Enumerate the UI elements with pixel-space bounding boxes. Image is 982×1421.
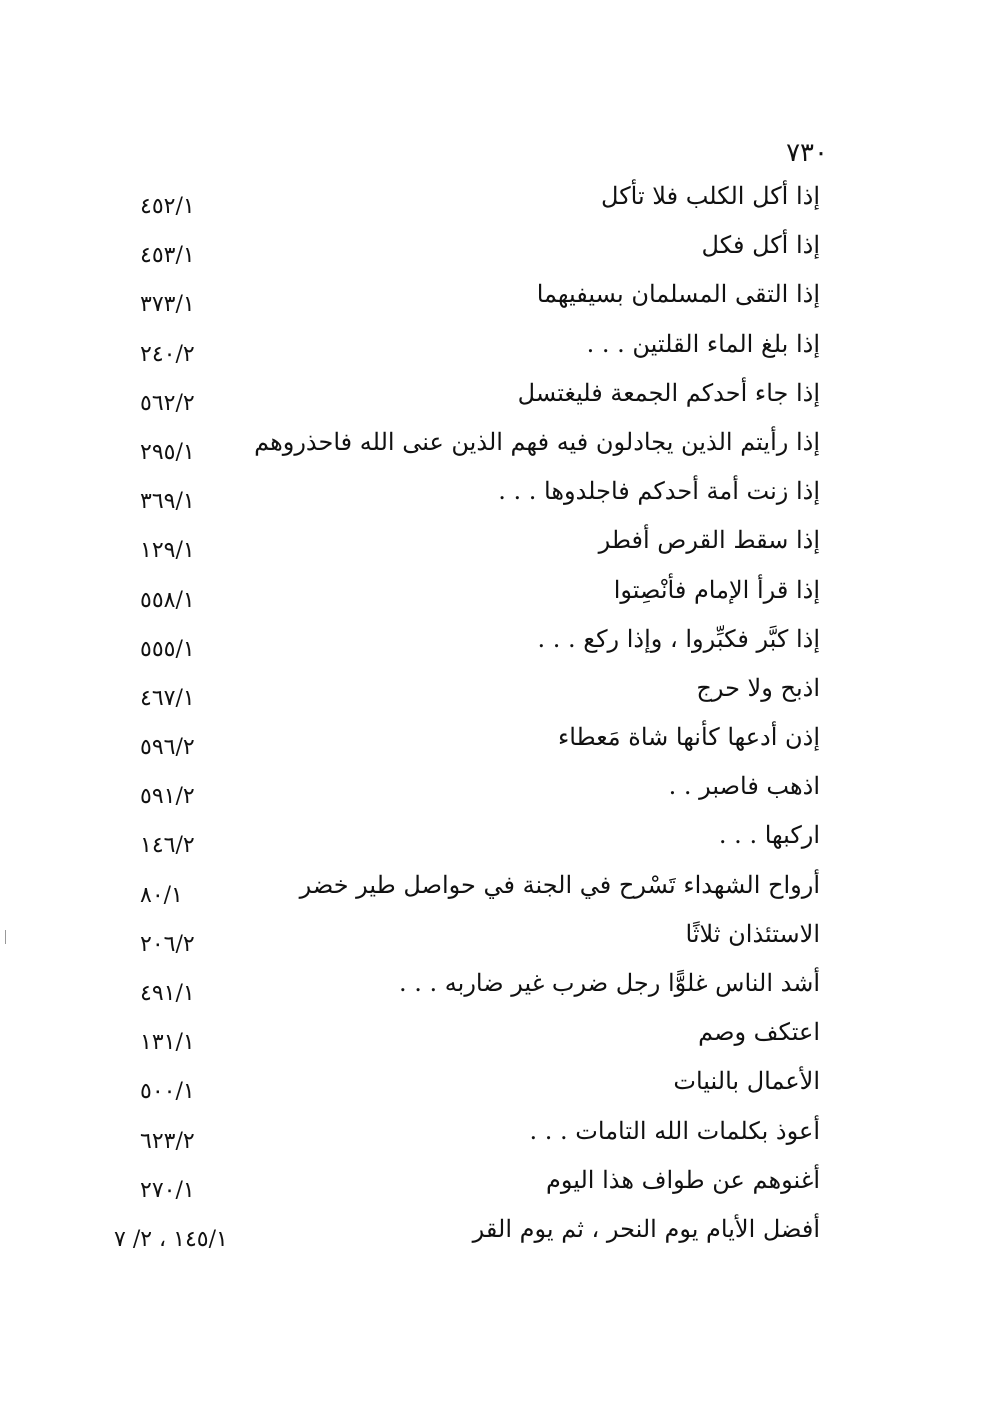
entry-text: إذا التقى المسلمان بسيفيهما (536, 280, 820, 309)
entry-reference: ٤٩١/١ (140, 981, 195, 1006)
entry-reference: ٥٥٨/١ (140, 587, 195, 613)
index-entry (100, 963, 820, 1012)
entry-reference: ٥٠٠/١ (140, 1079, 195, 1105)
entry-reference: ٥٩٦/٢ (140, 735, 195, 761)
index-entry (100, 422, 820, 471)
entry-text: اذبح ولا حرج (696, 673, 820, 702)
entry-text: إذا قرأ الإمام فأنْصِتوا (613, 575, 820, 604)
entry-text: إذا سقط القرص أفطر (598, 526, 820, 555)
index-entry (100, 1160, 820, 1209)
index-entry (100, 717, 820, 766)
entry-text: إذا بلغ الماء القلتين . . . (586, 329, 820, 358)
entry-reference: ١٤٥/١ ، ٢/ ٧ (114, 1226, 228, 1252)
index-entry (100, 1209, 820, 1258)
entry-reference: ٣٦٩/١ (140, 489, 195, 515)
entry-text: اذهب فاصبر . . (668, 772, 820, 801)
index-entry (100, 274, 820, 323)
entry-text: أشد الناس غلوًّا رجل ضرب غير ضاربه . . . (399, 969, 820, 997)
entry-reference: ٢٧٠/١ (140, 1177, 195, 1203)
index-entry (100, 373, 820, 422)
scan-edge-mark (5, 930, 6, 944)
index-entry (100, 1061, 820, 1110)
index-entry (100, 225, 820, 274)
index-entry (100, 766, 820, 815)
entry-text: اعتكف وصم (698, 1018, 820, 1047)
entry-reference: ١٢٩/١ (140, 538, 195, 564)
entry-reference: ١٤٦/٢ (140, 833, 195, 859)
entry-reference: ٦٢٣/٢ (140, 1128, 195, 1154)
entry-text: أغنوهم عن طواف هذا اليوم (545, 1165, 820, 1194)
entry-text: إذا جاء أحدكم الجمعة فليغتسل (517, 378, 820, 407)
index-entry (100, 1012, 820, 1061)
entry-text: الأعمال بالنيات (673, 1067, 820, 1096)
entry-text: الاستئذان ثلاثًا (685, 919, 820, 948)
entry-text: أعوذ بكلمات الله التامات . . . (529, 1116, 820, 1145)
entry-reference: ٨٠/١ (140, 882, 183, 908)
entry-text: إذا رأيتم الذين يجادلون فيه فهم الذين عنى الله فاحذروهم (254, 427, 820, 456)
index-entry (100, 668, 820, 717)
index-entry (100, 865, 820, 914)
index-entry (100, 1111, 820, 1160)
entry-text: إذا كبَّر فكبِّروا ، وإذا ركع . . . (537, 624, 820, 653)
entry-text: أفضل الأيام يوم النحر ، ثم يوم القر (472, 1214, 820, 1243)
entry-reference: ٢٩٥/١ (140, 439, 195, 465)
page-number: ٧٣٠ (786, 138, 828, 168)
entry-reference: ٢٠٦/٢ (140, 931, 195, 957)
entry-reference: ٥٥٥/١ (140, 636, 195, 662)
index-entry (100, 815, 820, 864)
entry-reference: ٣٧٣/١ (140, 292, 195, 318)
index-entry (100, 324, 820, 373)
entry-text: إذن أدعها كأنها شاة مَعطاء (557, 723, 820, 752)
entry-reference: ١٣١/١ (140, 1030, 195, 1056)
entry-reference: ٤٦٧/١ (140, 685, 195, 711)
entry-text: إذا أكل فكل (701, 231, 820, 260)
entry-text: إذا زنت أمة أحدكم فاجلدوها . . . (498, 477, 820, 506)
index-entry (100, 619, 820, 668)
index-entry (100, 570, 820, 619)
entry-text: أرواح الشهداء تَسْرح في الجنة في حواصل طير خضر (299, 870, 820, 899)
entry-reference: ٥٩١/٢ (140, 784, 195, 810)
entry-text: اركبها . . . (718, 821, 820, 850)
hadith-index-list (100, 176, 820, 1258)
index-entry (100, 471, 820, 520)
index-entry (100, 520, 820, 569)
index-entry (100, 176, 820, 225)
index-entry (100, 914, 820, 963)
entry-reference: ٤٥٢/١ (140, 194, 195, 219)
entry-text: إذا أكل الكلب فلا تأكل (601, 182, 820, 210)
entry-reference: ٥٦٢/٢ (140, 390, 195, 416)
entry-reference: ٢٤٠/٢ (140, 341, 195, 367)
entry-reference: ٤٥٣/١ (140, 243, 195, 269)
